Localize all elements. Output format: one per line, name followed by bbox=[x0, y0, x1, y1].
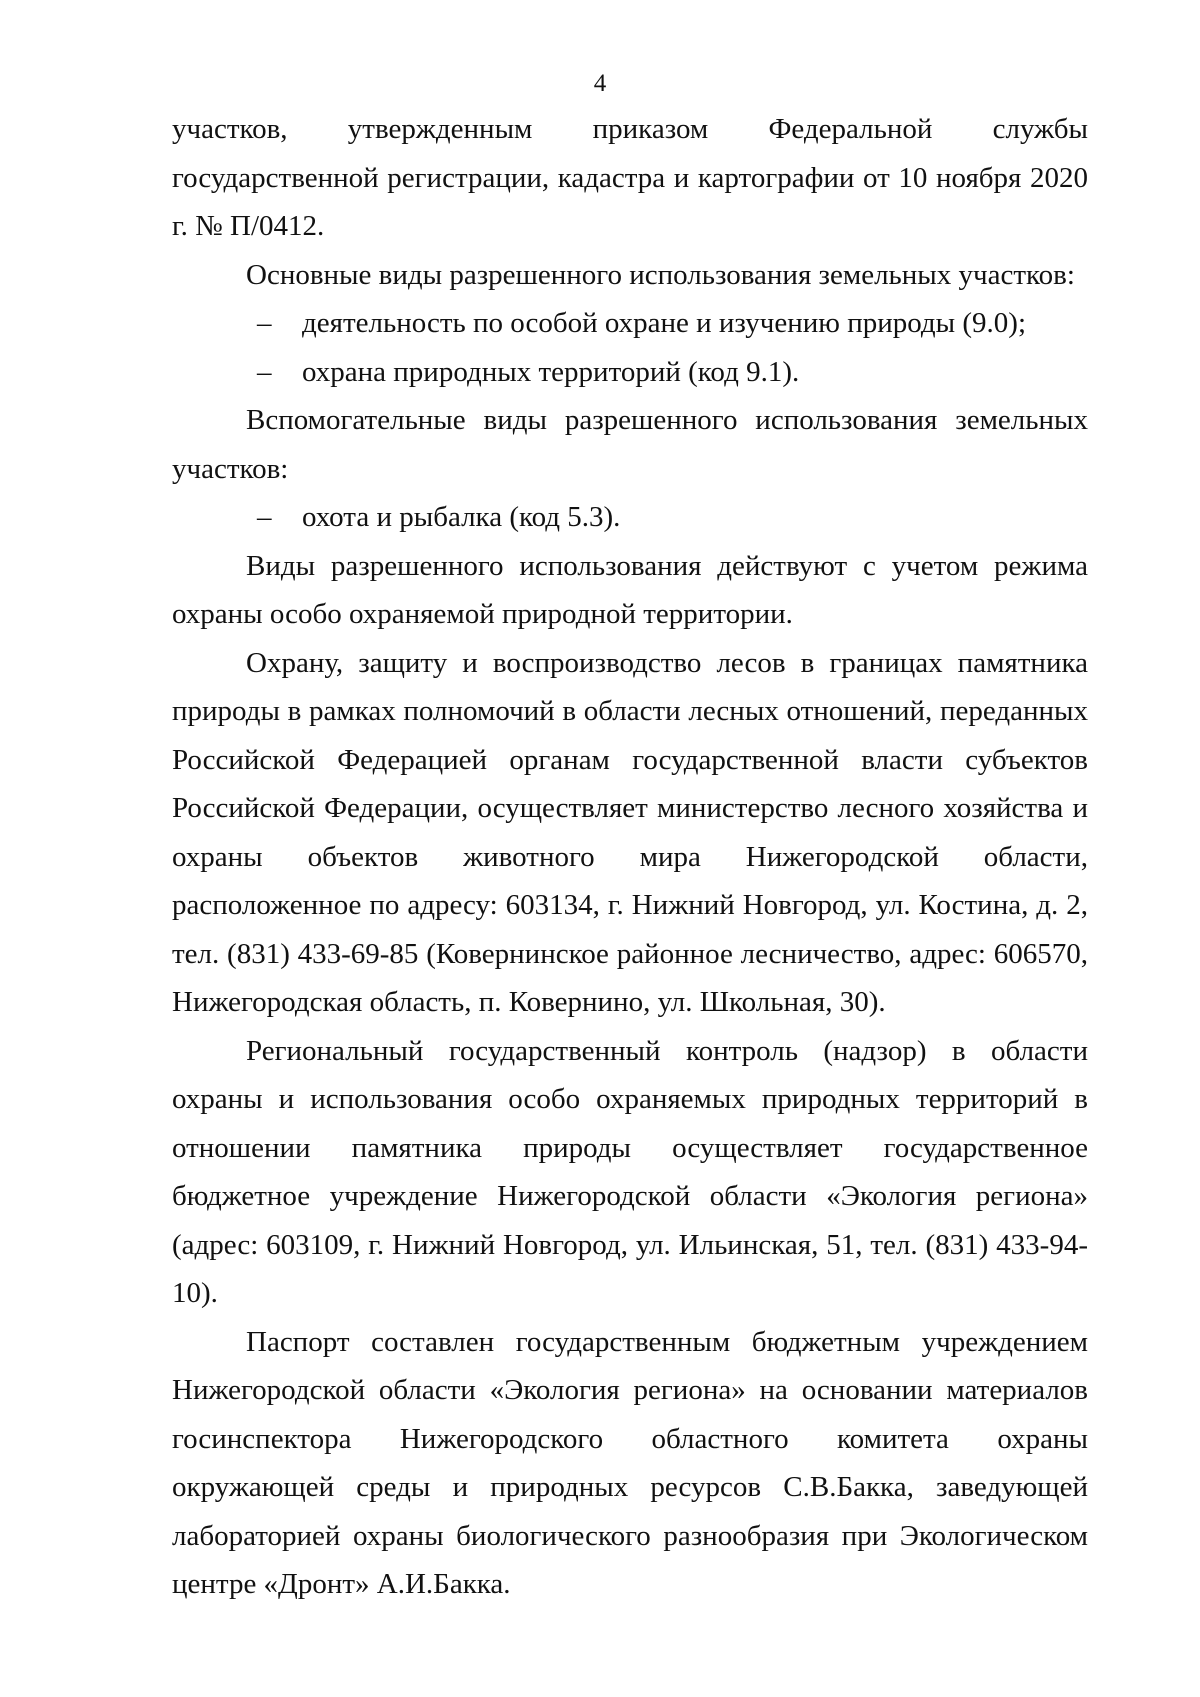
paragraph-passport: Паспорт составлен государственным бюджетным учреждением Нижегородской области «Экология региона» на основании материалов госинспектора Нижегородского областного комитета охраны окружающей среды и природных ресурсов С.В.Бакка, заведующей лабораторией охраны биологического разнообразия при Экологическом центре «Дронт» А.И.Бакка. bbox=[172, 1325, 1088, 1600]
paragraph-regime: Виды разрешенного использования действуют с учетом режима охраны особо охраняемой природной территории. bbox=[172, 549, 1088, 630]
page-number: 4 bbox=[593, 70, 607, 97]
auxiliary-uses-list bbox=[172, 493, 1088, 542]
paragraph-forest: Охрану, защиту и воспроизводство лесов в границах памятника природы в рамках полномочий в области лесных отношений, переданных Российской Федерацией органам государственной власти субъектов Российской Федерации, осуществляет министерство лесного хозяйства и охраны объектов животного мира Нижегородской области, расположенное по адресу: 603134, г. Нижний Новгород, ул. Костина, д. 2, тел. (831) 433-69-85 (Ковернинское районное лесничество, адрес: 606570, Нижегородская область, п. Ковернино, ул. Школьная, 30). bbox=[172, 646, 1088, 1018]
paragraph-auxiliary-heading: Вспомогательные виды разрешенного использования земельных участков: bbox=[172, 404, 1088, 485]
document-body bbox=[172, 105, 1088, 1609]
paragraph-main-uses-heading: Основные виды разрешенного использования земельных участков: bbox=[246, 258, 1075, 291]
list-dash: – bbox=[257, 355, 272, 388]
main-uses-list bbox=[172, 299, 1088, 396]
paragraph-control: Региональный государственный контроль (надзор) в области охраны и использования особо охраняемых природных территорий в отношении памятника природы осуществляет государственное бюджетное учреждение Нижегородской области «Экология региона» (адрес: 603109, г. Нижний Новгород, ул. Ильинская, 51, тел. (831) 433-94-10). bbox=[172, 1034, 1088, 1309]
list-dash: – bbox=[257, 307, 272, 339]
list-item bbox=[172, 348, 1088, 397]
list-item bbox=[172, 493, 1088, 542]
paragraph-continuation: участков, утвержденным приказом Федеральной службы государственной регистрации, кадастра и картографии от 10 ноября 2020 г. № П/0412. bbox=[172, 113, 1088, 242]
list-item-text: охрана природных территорий (код 9.1). bbox=[302, 355, 800, 388]
list-item-text: деятельность по особой охране и изучению природы (9.0); bbox=[302, 307, 1027, 339]
list-item-text: охота и рыбалка (код 5.3). bbox=[302, 501, 621, 533]
list-dash: – bbox=[257, 501, 272, 533]
list-item bbox=[172, 299, 1088, 348]
